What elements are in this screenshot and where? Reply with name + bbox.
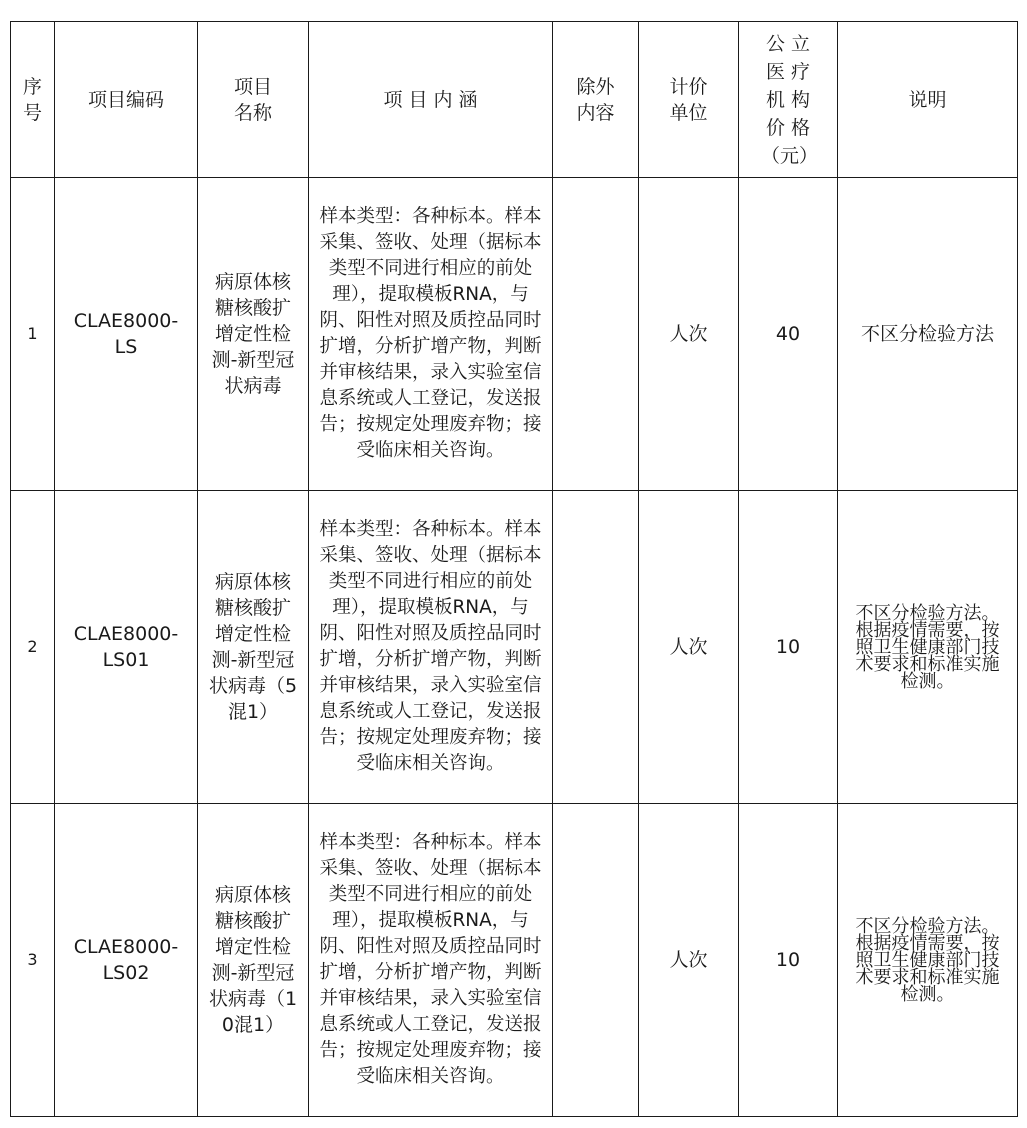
row-unit: 人次 bbox=[639, 491, 739, 804]
header-code: 项目编码 bbox=[55, 22, 198, 178]
row-serial: 1 bbox=[11, 178, 55, 491]
row-content: 样本类型：各种标本。样本采集、签收、处理（据标本类型不同进行相应的前处理），提取模板RNA，与阴、阳性对照及质控品同时扩增，分析扩增产物，判断并审核结果，录入实验室信息系统或人工登记，发送报告；按规定处理废弃物；接受临床相关咨询。 bbox=[309, 491, 553, 804]
row-unit: 人次 bbox=[639, 804, 739, 1117]
row-code: CLAE8000-LS01 bbox=[55, 491, 198, 804]
row-code: CLAE8000-LS bbox=[55, 178, 198, 491]
row-excluded bbox=[553, 178, 639, 491]
price-table bbox=[10, 21, 1018, 1117]
table-row bbox=[11, 491, 1018, 804]
row-price: 10 bbox=[739, 804, 838, 1117]
header-note: 说明 bbox=[838, 22, 1018, 178]
header-content: 项 目 内 涵 bbox=[309, 22, 553, 178]
row-note: 不区分检验方法。根据疫情需要，按照卫生健康部门技术要求和标准实施检测。 bbox=[838, 491, 1018, 804]
header-row bbox=[11, 22, 1018, 178]
header-serial: 序号 bbox=[11, 22, 55, 178]
row-name: 病原体核糖核酸扩增定性检测-新型冠状病毒（5混1） bbox=[198, 491, 309, 804]
header-excluded: 除外内容 bbox=[553, 22, 639, 178]
header-price: 公 立 医 疗 机 构 价 格（元） bbox=[739, 22, 838, 178]
header-unit: 计价单位 bbox=[639, 22, 739, 178]
row-name: 病原体核糖核酸扩增定性检测-新型冠状病毒（10混1） bbox=[198, 804, 309, 1117]
row-excluded bbox=[553, 491, 639, 804]
row-price: 40 bbox=[739, 178, 838, 491]
row-price: 10 bbox=[739, 491, 838, 804]
table-row bbox=[11, 178, 1018, 491]
row-serial: 2 bbox=[11, 491, 55, 804]
row-content: 样本类型：各种标本。样本采集、签收、处理（据标本类型不同进行相应的前处理），提取模板RNA，与阴、阳性对照及质控品同时扩增，分析扩增产物，判断并审核结果，录入实验室信息系统或人工登记，发送报告；按规定处理废弃物；接受临床相关咨询。 bbox=[309, 178, 553, 491]
row-name: 病原体核糖核酸扩增定性检测-新型冠状病毒 bbox=[198, 178, 309, 491]
row-serial: 3 bbox=[11, 804, 55, 1117]
row-unit: 人次 bbox=[639, 178, 739, 491]
row-content: 样本类型：各种标本。样本采集、签收、处理（据标本类型不同进行相应的前处理），提取模板RNA，与阴、阳性对照及质控品同时扩增，分析扩增产物，判断并审核结果，录入实验室信息系统或人工登记，发送报告；按规定处理废弃物；接受临床相关咨询。 bbox=[309, 804, 553, 1117]
row-note: 不区分检验方法 bbox=[838, 178, 1018, 491]
row-excluded bbox=[553, 804, 639, 1117]
row-note: 不区分检验方法。根据疫情需要，按照卫生健康部门技术要求和标准实施检测。 bbox=[838, 804, 1018, 1117]
table-row bbox=[11, 804, 1018, 1117]
header-name: 项目名称 bbox=[198, 22, 309, 178]
row-code: CLAE8000-LS02 bbox=[55, 804, 198, 1117]
